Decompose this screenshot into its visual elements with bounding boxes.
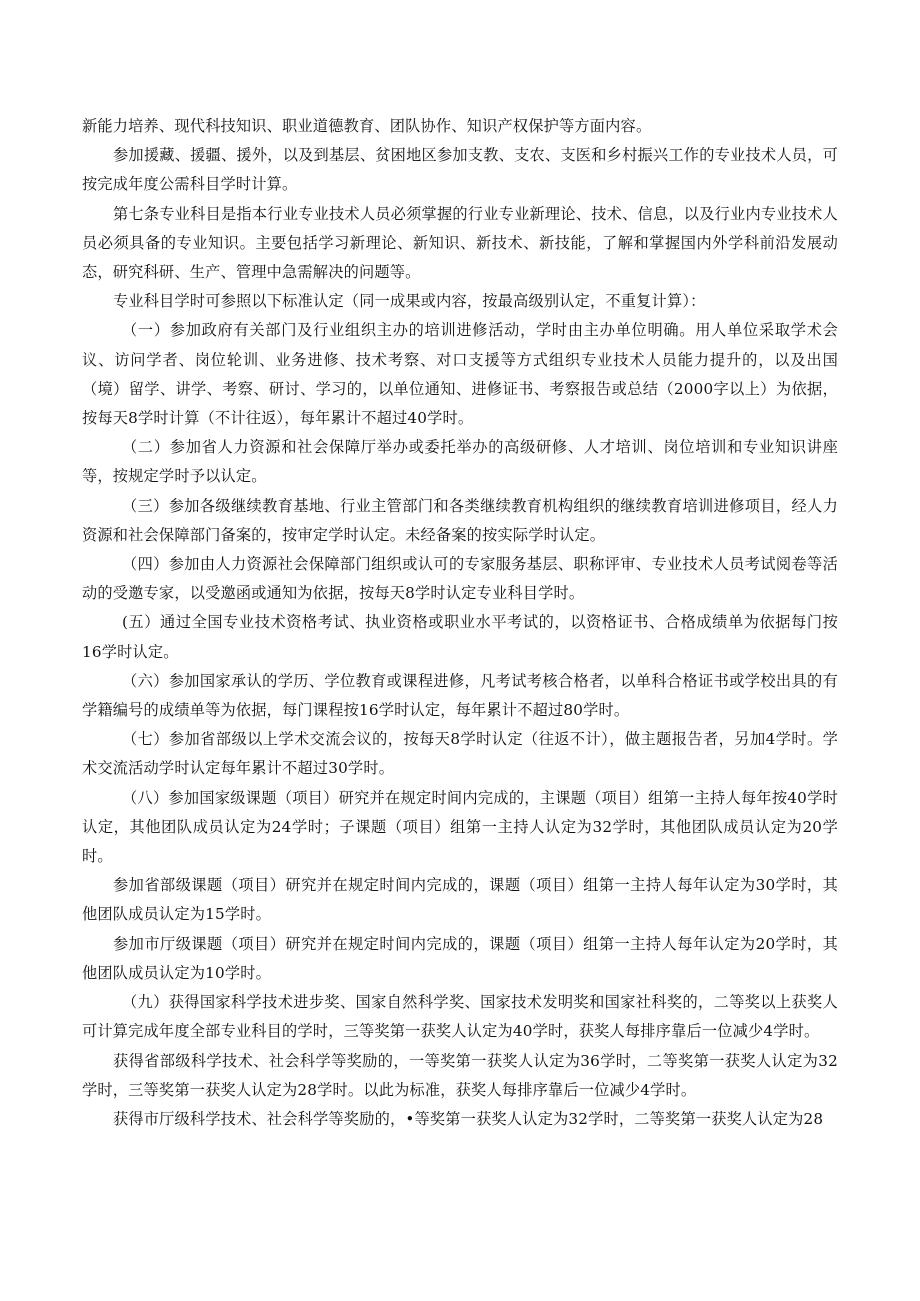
paragraph-item-1: （一）参加政府有关部门及行业组织主办的培训进修活动，学时由主办单位明确。用人单位采取学术会议、访问学者、岗位轮训、业务进修、技术考察、对口支援等方式组织专业技术人员能力提升的，以及出国（境）留学、讲学、考察、研讨、学习的，以单位通知、进修证书、考察报告或总结（2000字以上）为依据，按每天8学时计算（不计往返），每年累计不超过40学时。 bbox=[82, 321, 838, 428]
document-body bbox=[82, 112, 838, 1134]
paragraph-item-5: (五）通过全国专业技术资格考试、执业资格或职业水平考试的，以资格证书、合格成绩单为依据每门按16学时认定。 bbox=[82, 613, 838, 661]
paragraph-item-6: （六）参加国家承认的学历、学位教育或课程进修，凡考试考核合格者，以单科合格证书或学校出具的有学籍编号的成绩单等为依据，每门课程按16学时认定，每年累计不超过80学时。 bbox=[82, 671, 838, 720]
paragraph-item-4: （四）参加由人力资源社会保障部门组织或认可的专家服务基层、职称评审、专业技术人员考试阅卷等活动的受邀专家，以受邀函或通知为依据，按每天8学时认定专业科目学时。 bbox=[82, 555, 838, 603]
paragraph-item-8: （八）参加国家级课题（项目）研究并在规定时间内完成的，主课题（项目）组第一主持人每年按40学时认定，其他团队成员认定为24学时；子课题（项目）组第一主持人认定为32学时，其他团队成员认定为20学时。 bbox=[82, 788, 838, 866]
paragraph-item-9: （九）获得国家科学技术进步奖、国家自然科学奖、国家技术发明奖和国家社科奖的，二等奖以上获奖人可计算完成年度全部专业科目的学时，三等奖第一获奖人认定为40学时，获奖人每排序靠后一位减少4学时。 bbox=[82, 993, 838, 1041]
paragraph-provincial-projects: 参加省部级课题（项目）研究并在规定时间内完成的，课题（项目）组第一主持人每年认定为30学时，其他团队成员认定为15学时。 bbox=[82, 876, 838, 924]
paragraph-item-2: （二）参加省人力资源和社会保障厅举办或委托举办的高级研修、人才培训、岗位培训和专业知识讲座等，按规定学时予以认定。 bbox=[82, 438, 838, 486]
paragraph-municipal-awards: 获得市厅级科学技术、社会科学等奖励的，•等奖第一获奖人认定为32学时，二等奖第一获奖人认定为28 bbox=[113, 1109, 824, 1128]
paragraph-item-3: （三）参加各级继续教育基地、行业主管部门和各类继续教育机构组织的继续教育培训进修项目，经人力资源和社会保障部门备案的，按审定学时认定。未经备案的按实际学时认定。 bbox=[82, 496, 838, 544]
paragraph-article-7: 第七条专业科目是指本行业专业技术人员必须掌握的行业专业新理论、技术、信息，以及行业内专业技术人员必须具备的专业知识。主要包括学习新理论、新知识、新技术、新技能，了解和掌握国内外学科前沿发展动态，研究科研、生产、管理中急需解决的问题等。 bbox=[82, 204, 838, 282]
paragraph-standards-intro: 专业科目学时可参照以下标准认定（同一成果或内容，按最高级别认定，不重复计算）： bbox=[113, 292, 706, 311]
paragraph-municipal-projects: 参加市厅级课题（项目）研究并在规定时间内完成的，课题（项目）组第一主持人每年认定为20学时，其他团队成员认定为10学时。 bbox=[82, 934, 838, 982]
paragraph-aid-work: 参加援藏、援疆、援外，以及到基层、贫困地区参加支教、支农、支医和乡村振兴工作的专业技术人员，可按完成年度公需科目学时计算。 bbox=[82, 146, 838, 194]
paragraph-item-7: （七）参加省部级以上学术交流会议的，按每天8学时认定（往返不计），做主题报告者，另加4学时。学术交流活动学时认定每年累计不超过30学时。 bbox=[82, 730, 838, 778]
paragraph-provincial-awards: 获得省部级科学技术、社会科学等奖励的，一等奖第一获奖人认定为36学时，二等奖第一获奖人认定为32学时，三等奖第一获奖人认定为28学时。以此为标准，获奖人每排序靠后一位减少4学时。 bbox=[82, 1051, 838, 1099]
paragraph-continuation: 新能力培养、现代科技知识、职业道德教育、团队协作、知识产权保护等方面内容。 bbox=[82, 117, 652, 135]
